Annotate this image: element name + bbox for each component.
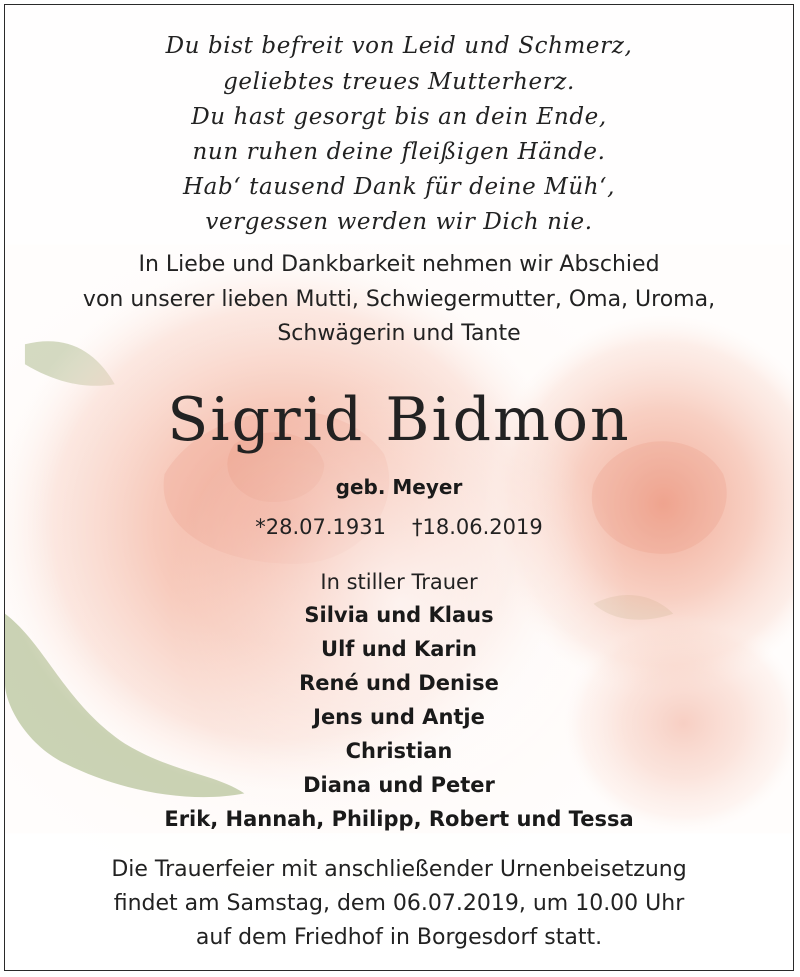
life-dates: [5, 515, 793, 539]
poem-line: Du bist befreit von Leid und Schmerz,: [165, 33, 633, 59]
intro-line: In Liebe und Dankbarkeit nehmen wir Abschied: [138, 252, 660, 277]
obituary-text: [5, 5, 793, 970]
poem-line: geliebtes treues Mutterherz.: [223, 69, 575, 95]
mourner-name: Ulf und Karin: [321, 637, 477, 661]
mourner-name: Jens und Antje: [313, 705, 485, 729]
intro-line: von unserer lieben Mutti, Schwiegermutter, Oma, Uroma,: [82, 287, 716, 312]
mourner-name: Diana und Peter: [303, 773, 495, 797]
intro-line: Schwägerin und Tante: [277, 321, 521, 346]
deceased-name: Sigrid Bidmon: [167, 385, 631, 455]
mourner-name: Silvia und Klaus: [304, 603, 494, 627]
mourner-name: Erik, Hannah, Philipp, Robert und Tessa: [164, 807, 634, 831]
poem-line: Du hast gesorgt bis an dein Ende,: [191, 104, 607, 130]
death-date: †18.06.2019: [412, 515, 543, 539]
maiden-name: geb. Meyer: [335, 475, 463, 499]
obituary-card: [4, 4, 794, 971]
mourner-name: René und Denise: [299, 671, 499, 695]
mourner-name: Christian: [345, 739, 453, 763]
service-line: Die Trauerfeier mit anschließender Urnenbeisetzung: [111, 857, 687, 882]
poem-line: nun ruhen deine fleißigen Hände.: [192, 139, 606, 165]
service-line: findet am Samstag, dem 06.07.2019, um 10.00 Uhr: [113, 891, 685, 916]
service-line: auf dem Friedhof in Borgesdorf statt.: [195, 925, 603, 950]
poem-line: vergessen werden wir Dich nie.: [205, 209, 593, 235]
birth-date: *28.07.1931: [255, 515, 386, 539]
poem-line: Hab‘ tausend Dank für deine Müh‘,: [182, 174, 615, 200]
mourners-heading: In stiller Trauer: [320, 570, 478, 594]
